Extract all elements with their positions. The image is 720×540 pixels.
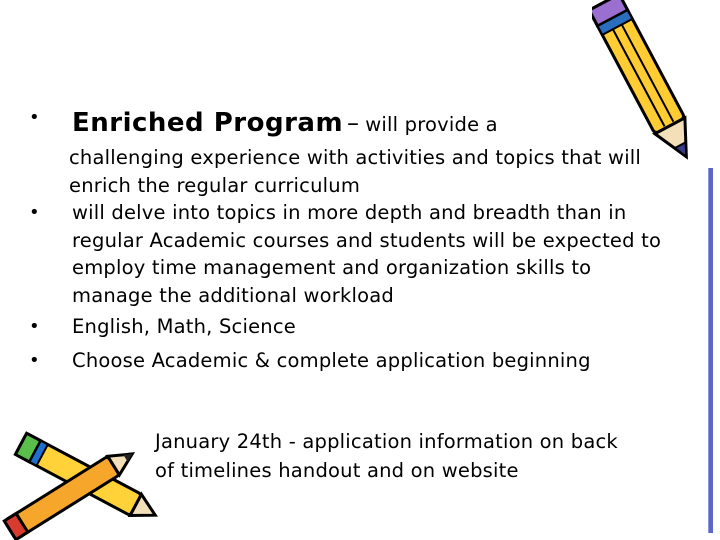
bullet-item bbox=[26, 199, 676, 309]
bullet-first-line: will provide a bbox=[365, 113, 498, 136]
bullet-text: will delve into topics in more depth and breadth than in regular Academic courses and students will be expected to employ time management and organization skills to manage the additional workload bbox=[72, 201, 662, 307]
bullet-dot: • bbox=[29, 316, 40, 337]
bullet-list bbox=[26, 104, 676, 374]
bullet-dot: • bbox=[29, 107, 40, 128]
bullet-dash: – bbox=[347, 109, 360, 137]
bullet-continuation: challenging experience with activities and topics that will enrich the regular curriculum bbox=[69, 146, 642, 197]
bullet-text: Choose Academic & complete application beginning bbox=[72, 348, 591, 372]
bullet-dot: • bbox=[29, 349, 40, 371]
bullet-dot: • bbox=[29, 202, 40, 223]
bullet-tail-text: January 24th - application information on back of timelines handout and on website bbox=[155, 430, 618, 482]
decorative-line bbox=[708, 168, 713, 533]
bullet-text: English, Math, Science bbox=[72, 315, 296, 338]
bullet-item bbox=[26, 347, 676, 375]
bullet-lead: Enriched Program bbox=[72, 108, 344, 138]
bullet-item bbox=[26, 313, 676, 341]
bullet-item bbox=[26, 104, 676, 199]
pencils-icon bbox=[0, 424, 165, 540]
